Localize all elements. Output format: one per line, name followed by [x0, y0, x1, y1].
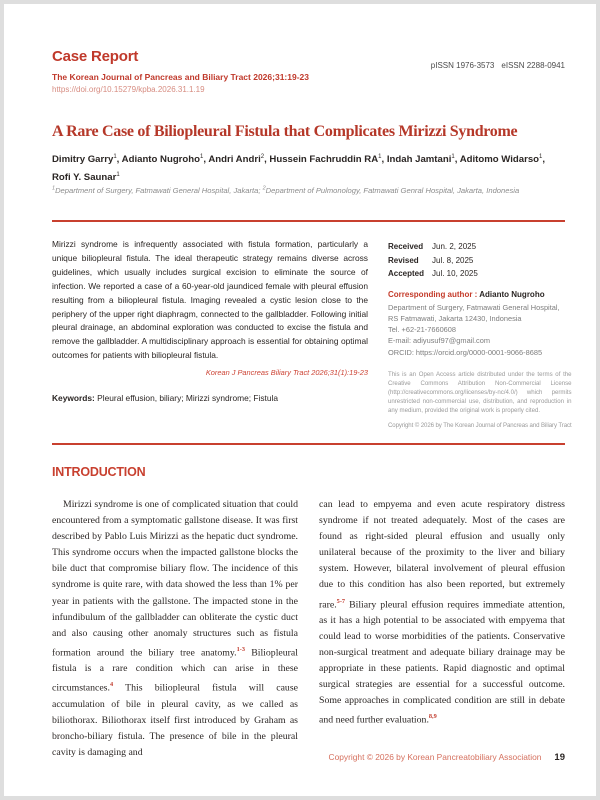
author: Rofi Y. Saunar$^1$: [52, 171, 120, 183]
article-info-sidebar: [388, 238, 572, 429]
introduction-heading: INTRODUCTION: [52, 465, 146, 479]
doi-link[interactable]: https://doi.org/10.15279/kpba.2026.31.1.19: [52, 85, 205, 94]
corresponding-author-line: [388, 290, 572, 299]
issn-line: [431, 61, 565, 70]
keywords-line: [52, 393, 368, 403]
intro-paragraph: Mirizzi syndrome is one of complicated situation that could encountered from a symptomatic gallstone disease. It was first described by Pablo Luis Mirizzi as the hepatic duct syndrome. This syndrome occurs when the impacted gallstone blocks the bile duct that compromise biliary flow. The incidence of this syndrome is quite rare, with data showed the less than 1% per year in patients with the gallstone. The impacted stone in the infundibulum of the gallbladder can obliterate the cystic duct and also causing other anomaly structures such as fistula formation around the biliary tree anatomy.$^{1-3}$ Biliopleural fistula is a rare condition which can arise in these circumstances.$^4$ This biliopleural fistula will cause accumulation of bile in pleural cavity, as we called as biliothorax. Biliothorax itself first introduced by Graham as broncho-biliary fistula. The presence of bile in the pleural cavity is damaging and: [52, 499, 298, 758]
author: Adianto Nugroho$^1$,: [121, 154, 209, 166]
author: Hussein Fachruddin $RA^1$,: [269, 154, 387, 166]
keywords-list: Pleural effusion, biliary; Mirizzi syndrome; Fistula: [94, 393, 279, 404]
abstract-column: [52, 238, 368, 429]
address-line: Department of Surgery, Fatmawati General Hospital,: [388, 302, 560, 312]
page-header: [52, 48, 565, 94]
abstract-bottom-rule: [52, 443, 565, 445]
page-footer: [52, 752, 565, 763]
reference-marker[interactable]: 1-3: [236, 645, 245, 653]
author-list: [52, 150, 565, 185]
address-line: RS Fatmawati, Jakarta 12430, Indonesia: [388, 313, 522, 323]
intro-left-column: [52, 497, 298, 761]
corresponding-author-name: Adianto Nugroho: [479, 289, 545, 299]
abstract-section: [52, 238, 572, 429]
author: Dimitry Garry$^1$,: [52, 154, 122, 166]
introduction-body: [52, 497, 565, 761]
reference-marker[interactable]: 8,9: [428, 713, 437, 721]
pissn: pISSN 1976-3573: [430, 61, 495, 70]
intro-paragraph: can lead to empyema and even acute respiratory distress syndrome if not treated adequately. Most of the cases are found as right-sided pleural effusion and usually only unilateral because of the proximity to the liver and biliary system. However, bilateral involvement of pleural effusion due to this condition has also been reported, but extremely rare.$^{5-7}$ Biliary pleural effusion requires immediate attention, as it has a high potential to be associated with empyema that could lead to worse morbidities of the patients. Conservative non-surgical treatment and adequate biliary drainage may be appropriate in these patients. Rapid diagnostic and optimal surgical strategies are essential for a successful outcome. Some approaches in complicated condition are still in debate and need further evaluation.$^{8,9}$: [319, 499, 565, 726]
journal-citation: The Korean Journal of Pancreas and Biliary Tract 2026;31:19-23: [52, 72, 309, 82]
abstract-text: Mirizzi syndrome is infrequently associated with fistula formation, particularly a unique biliopleural fistula. The ideal therapeutic strategy remains diverse across guidelines, which usually includes surgical excision to eliminate the source of infection. We reported a case of a 60-year-old jaundiced female with pleural effusion resulting from a biliopleural fistula. Imaging revealed a cystic lesion close to the periphery of the upper right diaphragm, connected to the gallbladder. Following initial pleural drainage, an abdominal exploration was conducted to excise the fistula and remove the gallbladder. A multidisciplinary approach is essential for obtaining optimal outcomes for patients with biliopleural fistula.: [52, 239, 368, 361]
corresponding-author-label: Corresponding author :: [388, 289, 480, 299]
eissn: eISSN 2288-0941: [501, 61, 565, 70]
article-type-label: Case Report: [52, 48, 139, 65]
accepted-row: Accepted Jul. 10, 2025: [388, 269, 478, 278]
address-line: Tel. +62-21-7660608: [388, 325, 457, 335]
author: Aditomo Widarso$^1$,: [459, 154, 546, 166]
history-dates: [388, 240, 572, 281]
page-number: 19: [554, 752, 565, 763]
keywords-label: Keywords:: [52, 393, 95, 404]
reference-marker[interactable]: 5-7: [336, 597, 346, 605]
open-access-license: This is an Open Access article distributed under the terms of the Creative Commons Attribution Non-Commercial License (http://creativecommons.org/licenses/by-nc/4.0/) which permits unrestricted non-commercial use, distribution, and reproduction in any medium, provided the original work is properly cited.: [388, 370, 572, 414]
affiliation-2: $^2$Department of Pulmonology, Fatmawati Genral Hospital, Jakarta, Indonesia: [262, 185, 520, 195]
received-row: Received Jun. 2, 2025: [388, 242, 477, 251]
revised-row: Revised Jul. 8, 2025: [388, 255, 474, 265]
article-page: [4, 4, 596, 796]
email-line[interactable]: E-mail: adiyusuf97@gmail.com: [388, 336, 490, 346]
orcid-line[interactable]: ORCID: https://orcid.org/0000-0001-9066-8685: [388, 347, 543, 357]
affiliation-line: [52, 185, 565, 195]
author: Andri Andri$^2$,: [208, 154, 270, 166]
intro-right-column: [319, 497, 565, 761]
journal-copyright: Copyright © 2026 by The Korean Journal of Pancreas and Biliary Tract: [388, 421, 572, 429]
author: Indah Jamtani$^1$,: [386, 154, 460, 166]
footer-copyright: Copyright © 2026 by Korean Pancreatobiliary Association: [328, 752, 542, 762]
affiliation-1: $^1$Department of Surgery, Fatmawati General Hospital, Jakarta;: [52, 185, 263, 195]
corresponding-address: [388, 302, 572, 358]
abstract-top-rule: [52, 220, 565, 222]
abstract-citation: Korean J Pancreas Biliary Tract 2026;31(1):19-23: [205, 368, 368, 378]
reference-marker[interactable]: 4: [109, 681, 114, 689]
article-title: A Rare Case of Biliopleural Fistula that Complicates Mirizzi Syndrome: [52, 123, 518, 140]
